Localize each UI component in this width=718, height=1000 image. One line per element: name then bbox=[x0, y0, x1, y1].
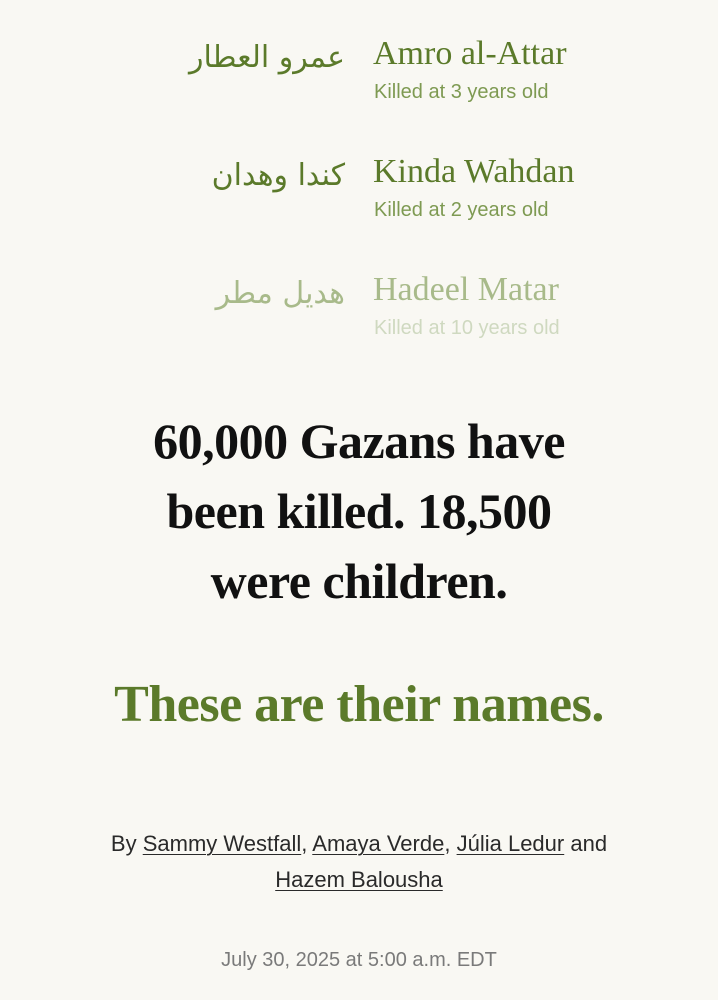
victim-name: Amro al-Attar bbox=[373, 35, 567, 72]
byline-separator: , bbox=[444, 831, 451, 856]
victim-arabic-name: كندا وهدان bbox=[211, 158, 345, 193]
victim-age: Killed at 10 years old bbox=[374, 317, 560, 339]
victim-name: Kinda Wahdan bbox=[373, 153, 575, 190]
headline-line: 60,000 Gazans have bbox=[153, 413, 565, 469]
victim-arabic-name: عمرو العطار bbox=[188, 40, 345, 75]
victim-name: Hadeel Matar bbox=[373, 271, 559, 308]
subheadline: These are their names. bbox=[114, 676, 604, 733]
victim-entry bbox=[0, 150, 718, 250]
author-link-sammy-westfall[interactable]: Sammy Westfall bbox=[142, 831, 302, 856]
victim-age: Killed at 3 years old bbox=[374, 81, 549, 103]
author-link-hazem-balousha[interactable]: Hazem Balousha bbox=[275, 867, 443, 892]
byline-separator: , bbox=[301, 831, 308, 856]
victim-arabic-name: هديل مطر bbox=[215, 276, 345, 311]
victim-entry bbox=[0, 32, 718, 132]
victim-entry bbox=[0, 268, 718, 368]
headline-line: were children. bbox=[210, 553, 508, 609]
byline bbox=[0, 826, 718, 898]
headline-line: been killed. 18,500 bbox=[166, 483, 552, 539]
author-link-julia-ledur[interactable]: Júlia Ledur bbox=[456, 831, 565, 856]
byline-and: and bbox=[570, 831, 608, 856]
byline-prefix: By bbox=[110, 831, 137, 856]
headline bbox=[0, 406, 718, 616]
publish-date: July 30, 2025 at 5:00 a.m. EDT bbox=[221, 949, 497, 971]
victim-age: Killed at 2 years old bbox=[374, 199, 549, 221]
author-link-amaya-verde[interactable]: Amaya Verde bbox=[312, 831, 445, 856]
